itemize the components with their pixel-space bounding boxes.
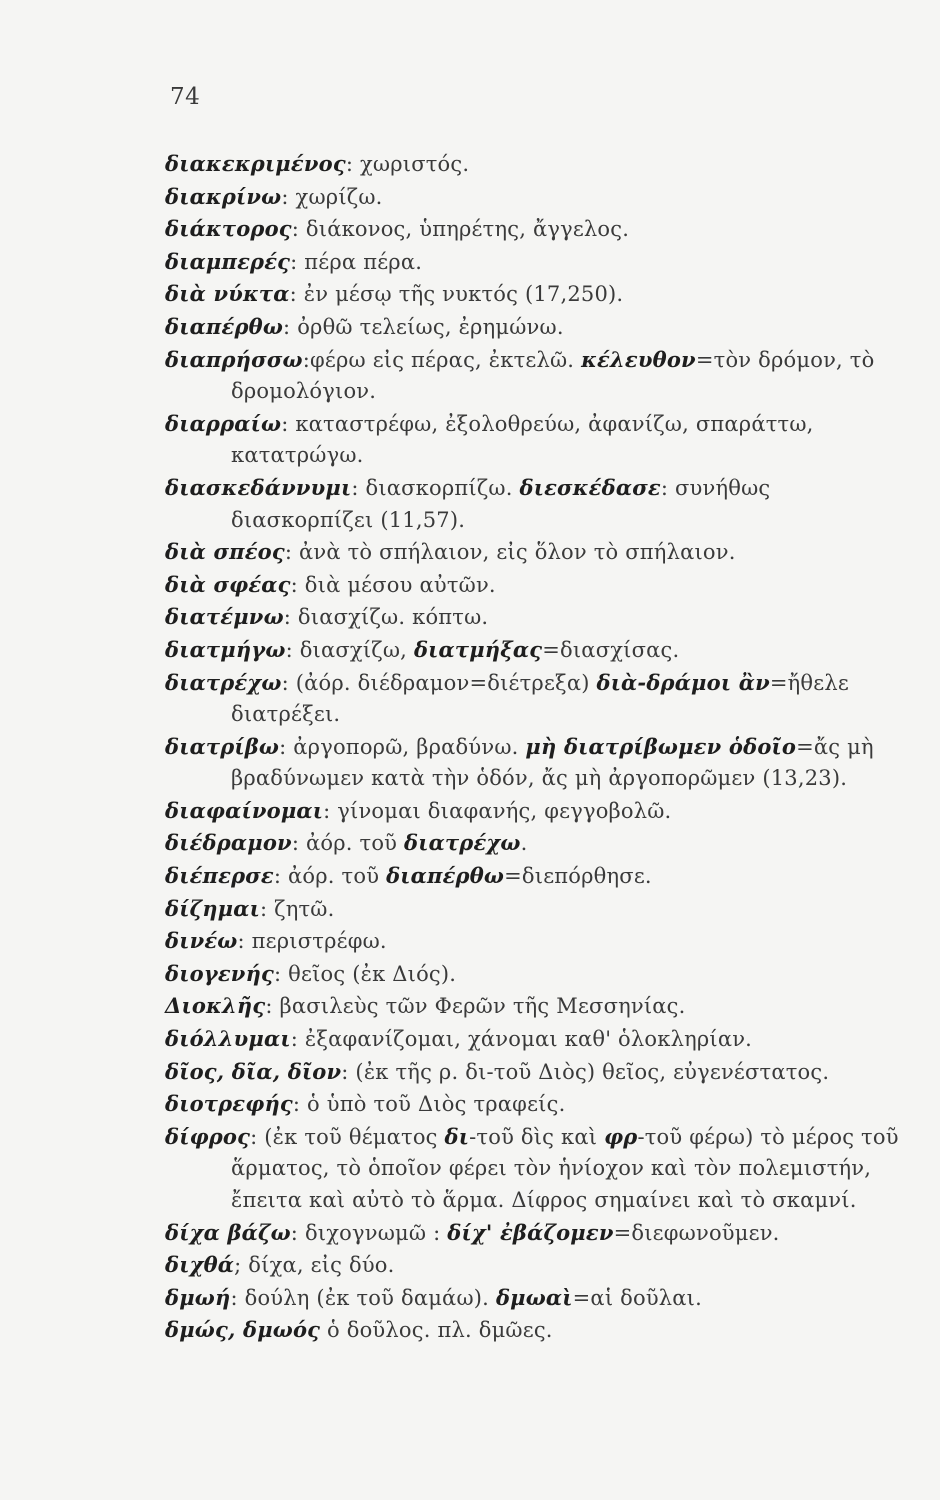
headword: δμωή [165, 1284, 231, 1310]
headword: διατρέχω [165, 669, 282, 695]
headword: Διοκλῆς [165, 993, 266, 1019]
headword: διαμπερές [165, 248, 291, 274]
glossary-entry [165, 246, 915, 279]
definition: : πέρα πέρα. [290, 249, 423, 274]
definition: : ὁ ὑπὸ τοῦ Διὸς τραφείς. [292, 1092, 566, 1117]
headword: διοτρεφής [165, 1091, 293, 1117]
glossary-entry [165, 634, 915, 667]
keyword: δίχ' ἐβάζομεν [447, 1219, 614, 1245]
headword: διατμήγω [165, 636, 286, 662]
definition: : γίνομαι διαφανής, φεγγοβολῶ. [323, 798, 672, 823]
glossary-entries [165, 148, 915, 1347]
definition: : ἐξαφανίζομαι, χάνομαι καθ' ὁλοκληρίαν. [290, 1027, 753, 1052]
glossary-entry [165, 601, 915, 634]
keyword: μὴ διατρίβωμεν ὁδοῖο [525, 733, 797, 759]
headword: διὰ σπέος [165, 539, 285, 565]
glossary-entry [165, 536, 915, 569]
glossary-entry [165, 213, 915, 246]
headword: διαπρήσσω [165, 346, 303, 372]
headword: δῖος, δῖα, δῖον [165, 1058, 342, 1084]
definition: : ἀργοπορῶ, βραδύνω. [279, 734, 519, 759]
glossary-entry [165, 795, 915, 828]
glossary-entry [165, 893, 915, 926]
headword: δίχα βάζω [165, 1219, 291, 1245]
headword: δμώς, δμωός [165, 1317, 321, 1343]
definition: : διασχίζω. κόπτω. [283, 605, 489, 630]
definition: : ζητῶ. [259, 896, 335, 921]
definition-continued: =διεφωνοῦμεν. [613, 1220, 780, 1245]
glossary-entry [165, 408, 915, 472]
glossary-entry [165, 860, 915, 893]
headword: διὰ σφέας [165, 571, 291, 597]
definition: : (ἀόρ. διέδραμον=διέτρεξα) [281, 670, 590, 695]
definition: : θεῖος (ἐκ Διός). [274, 961, 457, 986]
definition-continued: =διασχίσας. [542, 637, 680, 662]
headword: διόλλυμαι [165, 1026, 291, 1052]
definition: : καταστρέφω, ἐξολοθρεύω, ἀφανίζω, σπαράττω, κατατρώγω. [231, 411, 814, 468]
headword: διχθά [165, 1252, 235, 1278]
definition: : (ἐκ τοῦ θέματος [250, 1124, 438, 1149]
definition: : ἀνὰ τὸ σπήλαιον, εἰς ὅλον τὸ σπήλαιον. [284, 540, 736, 565]
glossary-entry [165, 1249, 915, 1282]
glossary-entry [165, 311, 915, 344]
keyword-secondary: φρ [604, 1123, 638, 1149]
glossary-entry [165, 990, 915, 1023]
definition: : βασιλεὺς τῶν Φερῶν τῆς Μεσσηνίας. [265, 994, 686, 1019]
glossary-entry [165, 148, 915, 181]
definition-continued: . [520, 831, 528, 856]
definition: : ὀρθῶ τελείως, ἐρημώνω. [283, 314, 564, 339]
glossary-entry [165, 278, 915, 311]
keyword: διεσκέδασε [519, 474, 661, 500]
headword: διαφαίνομαι [165, 797, 324, 823]
keyword: δι [444, 1123, 470, 1149]
keyword: διατμήξας [413, 636, 543, 662]
page-number: 74 [170, 84, 201, 110]
definition: : διχογνωμῶ : [290, 1220, 441, 1245]
definition: :φέρω εἰς πέρας, ἐκτελῶ. [302, 347, 575, 372]
headword: διάκτορος [165, 216, 292, 242]
headword: διακρίνω [165, 183, 282, 209]
headword: διογενής [165, 960, 275, 986]
keyword: διατρέχω [404, 830, 521, 856]
glossary-entry [165, 1217, 915, 1250]
definition: : διασχίζω, [285, 637, 408, 662]
glossary-entry [165, 181, 915, 214]
glossary-entry [165, 344, 915, 408]
keyword: διὰ-δράμοι ἂν [596, 669, 770, 695]
glossary-entry [165, 1121, 915, 1217]
definition-continued: =αἱ δοῦλαι. [572, 1285, 702, 1310]
definition: : διάκονος, ὑπηρέτης, ἄγγελος. [291, 217, 630, 242]
definition: : ἀόρ. τοῦ [273, 864, 380, 889]
glossary-entry [165, 667, 915, 731]
glossary-entry [165, 958, 915, 991]
definition-continued: =διεπόρθησε. [504, 864, 652, 889]
glossary-entry [165, 1314, 915, 1347]
keyword: διαπέρθω [386, 863, 505, 889]
definition-continued: =τὸν δρόμον, τὸ δρομολόγιον. [231, 347, 875, 404]
glossary-entry [165, 827, 915, 860]
definition: ὁ δοῦλος. πλ. δμῶες. [320, 1318, 553, 1343]
glossary-entry [165, 1282, 915, 1315]
definition-continued-secondary: -τοῦ φέρω) τὸ μέρος τοῦ ἅρματος, τὸ ὁποῖον φέρει τὸν ἡνίοχον καὶ τὸν πολεμιστήν, ἔπειτα καὶ αὐτὸ τὸ ἅρμα. Δίφρος σημαίνει καὶ τὸ σκαμνί. [231, 1124, 899, 1212]
definition-continued: =ἤθελε διατρέξει. [231, 670, 849, 727]
glossary-entry [165, 472, 915, 536]
definition: : ἐν μέσῳ τῆς νυκτός (17,250). [289, 282, 624, 307]
keyword: κέλευθον [581, 346, 696, 372]
glossary-entry [165, 731, 915, 795]
headword: διαπέρθω [165, 313, 284, 339]
headword: διὰ νύκτα [165, 281, 290, 307]
definition-continued: : συνήθως διασκορπίζει (11,57). [231, 475, 771, 532]
headword: διέπερσε [165, 863, 274, 889]
headword: δινέω [165, 928, 238, 954]
definition: : χωριστός. [345, 152, 470, 176]
definition: : περιστρέφω. [237, 929, 387, 954]
headword: διακεκριμένος [165, 151, 346, 176]
keyword: δμωαὶ [495, 1284, 573, 1310]
definition: : ἀόρ. τοῦ [291, 831, 398, 856]
definition: : δούλη (ἐκ τοῦ δαμάω). [230, 1285, 490, 1310]
definition-continued: -τοῦ δὶς καὶ [469, 1124, 598, 1149]
headword: διαρραίω [165, 410, 282, 436]
definition: : χωρίζω. [281, 184, 383, 209]
definition: : διὰ μέσου αὐτῶν. [290, 572, 496, 597]
headword: δίφρος [165, 1123, 251, 1149]
headword: δίζημαι [165, 895, 260, 921]
headword: διέδραμον [165, 830, 292, 856]
definition: : διασκορπίζω. [351, 475, 513, 500]
glossary-entry [165, 925, 915, 958]
glossary-entry [165, 569, 915, 602]
definition-continued: =ἄς μὴ βραδύνωμεν κατὰ τὴν ὁδόν, ἄς μὴ ἀργοπορῶμεν (13,23). [231, 734, 874, 791]
glossary-entry [165, 1023, 915, 1056]
headword: διατρίβω [165, 733, 280, 759]
glossary-entry [165, 1056, 915, 1089]
glossary-entry [165, 1088, 915, 1121]
headword: διατέμνω [165, 604, 284, 630]
headword: διασκεδάννυμι [165, 474, 352, 500]
definition: ; δίχα, εἰς δύο. [234, 1253, 395, 1278]
definition: : (ἐκ τῆς ρ. δι-τοῦ Διὸς) θεῖος, εὐγενέστατος. [341, 1059, 830, 1084]
